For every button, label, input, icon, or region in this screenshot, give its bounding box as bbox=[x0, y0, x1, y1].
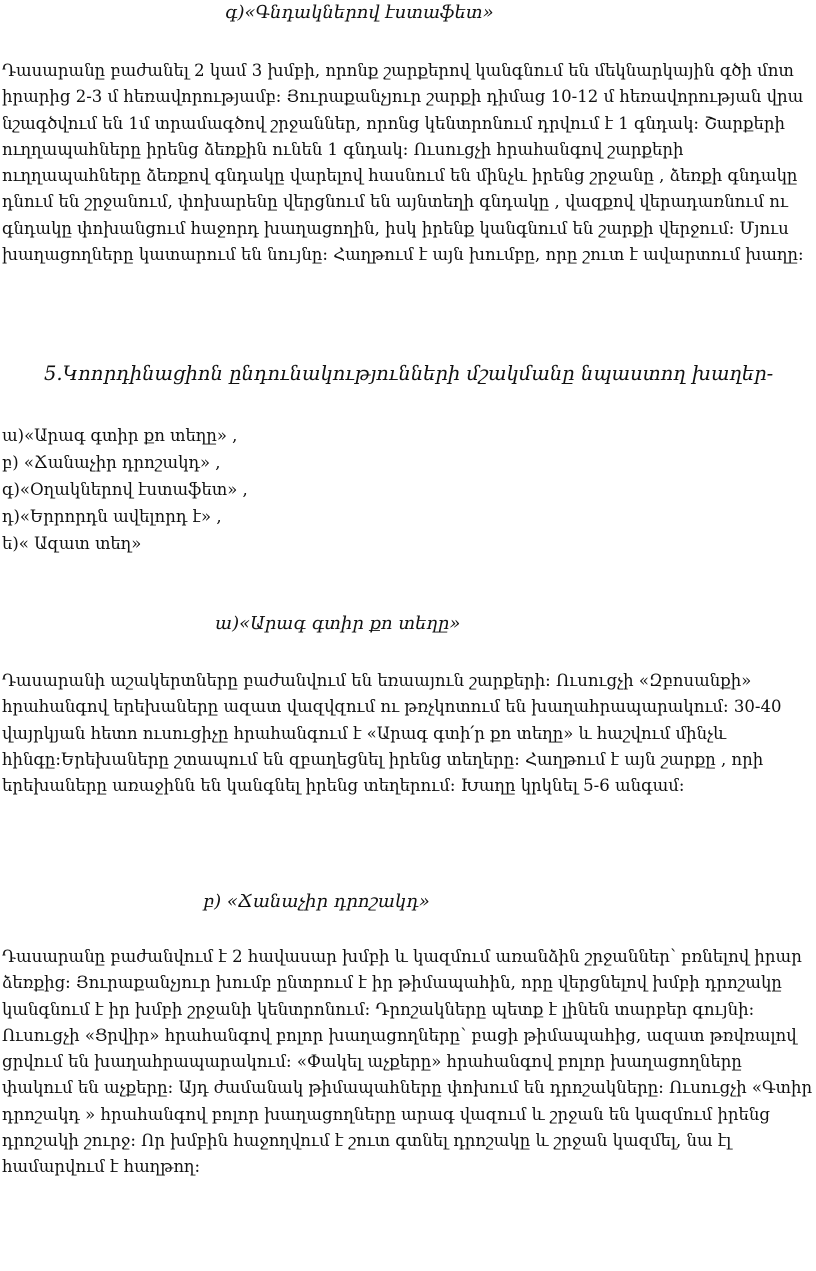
game-a-heading: ա)«Արագ գտիր քո տեղը» bbox=[215, 613, 461, 634]
list-item: ա)«Արագ գտիր քո տեղը» , bbox=[2, 426, 238, 445]
game-b-heading: բ) «Ճանաչիր դրոշակդ» bbox=[203, 891, 430, 912]
game-c-heading: գ)«Գնդակներով էստաֆետ» bbox=[225, 2, 494, 23]
game-a-description: Դասարանի աշակերտները բաժանվում են եռաայուն շարքերի։ Ուսուցչի «Զբոսանքի» հրահանգով երեխաները ազատ վազվզում ու թռչկոտում են խաղահրապարակում։ 30-40 վայրկյան հետո ուսուցիչը հրահանգում է «Արագ գտի՛ր քո տեղը» և հաշվում մինչև հինգը։Երեխաները շտապում են զբաղեցնել իրենց տեղերը։ Հաղթում է այն շարքը , որի երեխաները առաջինն են կանգնել իրենց տեղերում։ Խաղը կրկնել 5-6 անգամ։ bbox=[2, 671, 782, 796]
game-c-description: Դասարանը բաժանել 2 կամ 3 խմբի, որոնք շարքերով կանգնում են մեկնարկային գծի մոտ իրարից 2-3 մ հեռավորությամբ։ Յուրաքանչյուր շարքի դիմաց 10-12 մ հեռավորության վրա նշագծվում են 1մ տրամագծով շրջաններ, որոնց կենտրոնում դրվում է 1 գնդակ։ Շարքերի ուղղապահները իրենց ձեռքին ունեն 1 գնդակ։ Ուսուցչի հրահանգով շարքերի ուղղապահները ձեռքով գնդակը վարելով հասնում են մինչև իրենց շրջանը , ձեռքի գնդակը դնում են շրջանում, փոխարենը վերցնում են այնտեղի գնդակը , վազքով վերադառնում ու գնդակը փոխանցում հաջորդ խաղացողին, իսկ իրենք կանգնում են շարքի վերջում։ Մյուս խաղացողները կատարում են նույնը։ Հաղթում է այն խումբը, որը շուտ է ավարտում խաղը։ bbox=[2, 61, 804, 265]
list-item: բ) «Ճանաչիր դրոշակդ» , bbox=[2, 453, 221, 472]
section-5-title: 5.Կոորդինացիոն ընդունակությունների մշակմանը նպաստող խաղեր- bbox=[44, 362, 774, 385]
list-item: ե)« Ազատ տեղ» bbox=[2, 534, 142, 553]
list-item: գ)«Օղակներով էստաֆետ» , bbox=[2, 480, 248, 499]
list-item: դ)«Երրորդն ավելորդ է» , bbox=[2, 507, 222, 526]
game-b-description: Դասարանը բաժանվում է 2 հավասար խմբի և կազմում առանձին շրջաններ՝ բռնելով իրար ձեռքից։ Յուրաքանչյուր խումբ ընտրում է իր թիմապահին, որը վերցնելով խմբի դրոշակը կանգնում է իր խմբի շրջանի կենտրոնում։ Դրոշակները պետք է լինեն տարբեր գույնի։ Ուսուցչի «Ցրվիր» հրահանգով բոլոր խաղացողները՝ բացի թիմապահից, ազատ թռվռալով ցրվում են խաղահրապարակում։ «Փակել աչքերը» հրահանգով բոլոր խաղացողները փակում են աչքերը։ Այդ ժամանակ թիմապահները փոխում են դրոշակները։ Ուսուցչի «Գտիր դրոշակդ » հրահանգով բոլոր խաղացողները արագ վազում և շրջան են կազմում իրենց դրոշակի շուրջ։ Որ խմբին հաջողվում է շուտ գտնել դրոշակը և շրջան կազմել, նա էլ համարվում է հաղթող։ bbox=[2, 947, 813, 1177]
game-list bbox=[2, 422, 248, 557]
